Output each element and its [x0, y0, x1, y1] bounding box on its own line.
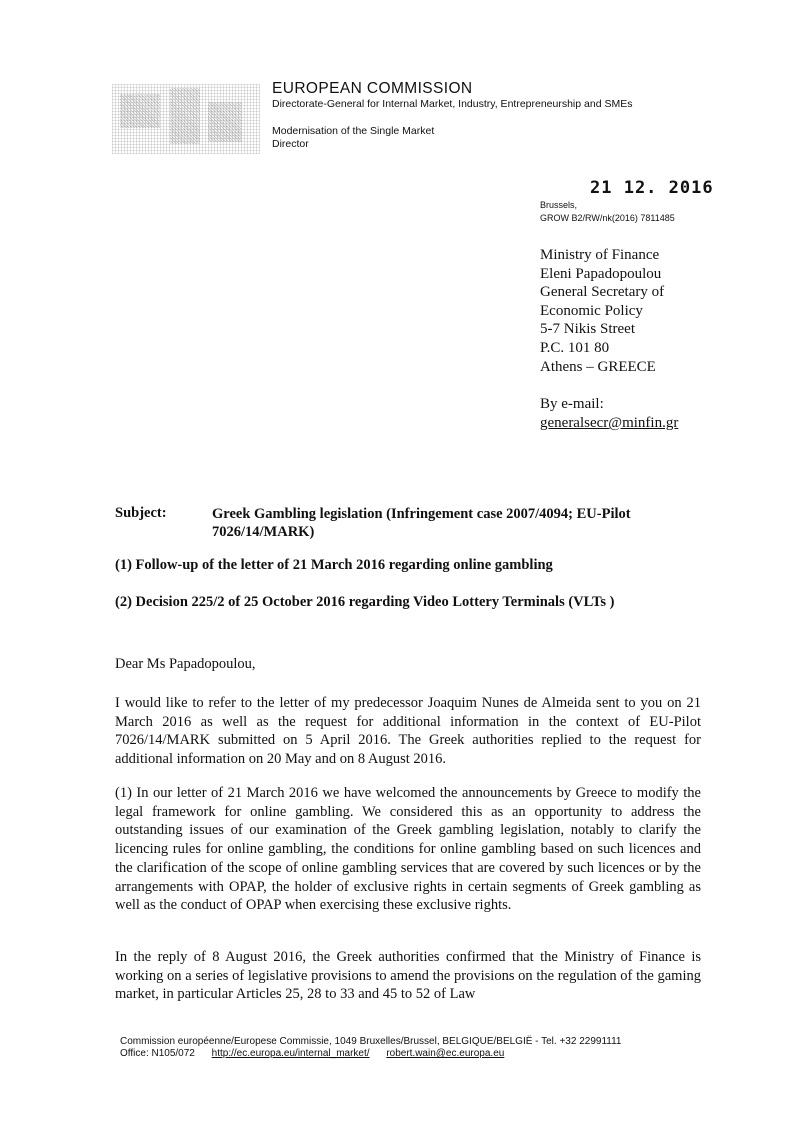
subject-item-1: (1) Follow-up of the letter of 21 March 2016 regarding online gambling: [115, 557, 553, 573]
address-line: P.C. 101 80: [540, 339, 610, 356]
address-line: General Secretary of: [540, 284, 665, 301]
paragraph-3: In the reply of 8 August 2016, the Greek authorities confirmed that the Ministry of Finance is working on a series of legislative provisions to amend the provisions on the regulation of the gaming market, in particular Articles 25, 28 to 33 and 45 to 52 of Law: [115, 949, 701, 1003]
subject-text: Greek Gambling legislation (Infringement case 2007/4094; EU-Pilot 7026/14/MARK): [212, 506, 631, 540]
address-line: Athens – GREECE: [540, 358, 656, 375]
paragraph-1: I would like to refer to the letter of my predecessor Joaquim Nunes de Almeida sent to you on 21 March 2016 as well as the request for additional information in the context of EU-Pilot 7026/14/MARK submitted on 5 April 2016. The Greek authorities replied to the request for additional information on 20 May and on 8 August 2016.: [115, 695, 701, 768]
subject-item-2: (2) Decision 225/2 of 25 October 2016 regarding Video Lottery Terminals (VLTs ): [115, 594, 615, 610]
unit-block: [272, 125, 434, 151]
place: Brussels,: [540, 200, 578, 210]
unit-name: Modernisation of the Single Market: [272, 125, 435, 137]
subject-label: Subject:: [115, 505, 167, 521]
reference-number: GROW B2/RW/nk(2016) 7811485: [540, 213, 675, 223]
organization-name: EUROPEAN COMMISSION: [272, 80, 473, 97]
directorate-general: Directorate-General for Internal Market, Industry, Entrepreneurship and SMEs: [272, 98, 633, 110]
address-line: Economic Policy: [540, 302, 643, 319]
address-line: 5-7 Nikis Street: [540, 321, 635, 338]
paragraph-2: (1) In our letter of 21 March 2016 we have welcomed the announcements by Greece to modify the legal framework for online gambling. We considered this as an opportunity to address the outstanding issues of our examination of the Greek gambling legislation, notably to clarify the licencing rules for online gambling, the conditions for online gambling based on such licences and the clarification of the scope of online gambling services that are covered by such licences or by the arrangements with OPAP, the holder of exclusive rights in certain segments of Greek gambling as well as the conduct of OPAP when exercising these exclusive rights.: [115, 785, 701, 914]
email-label: By e-mail:: [540, 396, 604, 412]
recipient-email-link[interactable]: generalsecr@minfin.gr: [540, 415, 679, 431]
address-line: Ministry of Finance: [540, 247, 660, 263]
footer-office: Office: N105/072: [120, 1048, 195, 1059]
salutation: Dear Ms Papadopoulou,: [115, 656, 256, 672]
footer-email-link[interactable]: robert.wain@ec.europa.eu: [386, 1048, 505, 1059]
footer-contact: [120, 1048, 504, 1059]
address-line: Eleni Papadopoulou: [540, 265, 662, 282]
date-stamp: 21 12. 2016: [590, 178, 714, 198]
unit-role: Director: [272, 138, 309, 150]
footer-url-link[interactable]: http://ec.europa.eu/internal_market/: [211, 1048, 370, 1059]
european-commission-logo: [112, 84, 260, 154]
footer-address: Commission européenne/Europese Commissie, 1049 Bruxelles/Brussel, BELGIQUE/BELGIË - Tel. +32 22991111: [120, 1036, 622, 1047]
recipient-address: [540, 246, 664, 376]
